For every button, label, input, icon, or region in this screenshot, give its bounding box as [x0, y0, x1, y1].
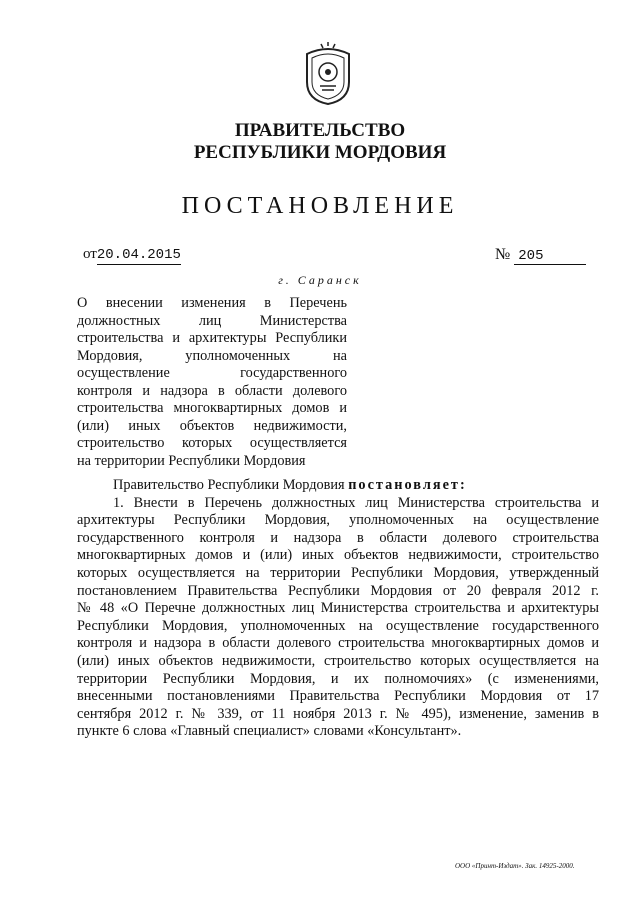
- document-type: ПОСТАНОВЛЕНИЕ: [181, 193, 459, 219]
- city: г. Саранск: [278, 273, 362, 287]
- title-line: строительства многоквартирных домов и: [77, 400, 347, 416]
- preamble: [77, 477, 599, 495]
- title-line: О внесении изменения в Перечень: [77, 295, 347, 311]
- body-line: сентября 2012 г. № 339, от 11 ноября 2013 г. № 495), изменение, заменив в: [77, 705, 599, 722]
- preamble-verb: постановляет:: [348, 477, 467, 493]
- government-title-line1: ПРАВИТЕЛЬСТВО: [234, 120, 406, 141]
- title-line: Мордовия, уполномоченных на: [77, 347, 347, 364]
- number-prefix: №: [495, 246, 511, 263]
- date-prefix: от: [83, 246, 97, 262]
- title-line: строительство которых осуществляется: [77, 435, 347, 451]
- body-line: контроля и надзора в области долевого строительства многоквартирных домов и: [77, 635, 599, 652]
- body-line: которых осуществляется на территории Республики Мордовия, утвержденный: [77, 564, 599, 581]
- body-line: 1. Внести в Перечень должностных лиц Министерства строительства и: [113, 494, 599, 511]
- preamble-text: Правительство Республики Мордовия: [113, 477, 345, 493]
- body-line: постановлением Правительства Республики Мордовия от 20 февраля 2012 г.: [77, 582, 599, 599]
- body-line: территории Республики Мордовия, и их полномочиях» (с изменениями,: [77, 670, 599, 687]
- title-line: строительства и архитектуры Республики: [77, 330, 347, 346]
- body-line: пункте 6 слова «Главный специалист» словами «Консультант».: [77, 723, 462, 740]
- coat-of-arms-icon: [301, 42, 355, 106]
- title-line: должностных лиц Министерства: [77, 312, 347, 329]
- document-date: [83, 246, 181, 263]
- title-line: контроля и надзора в области долевого: [77, 382, 347, 399]
- date-value: 20.04.2015: [96, 247, 181, 263]
- body-line: (или) иных объектов недвижимости, строительство которых осуществляется на: [77, 652, 599, 669]
- document-title: [77, 295, 347, 470]
- title-line: на территории Республики Мордовия: [77, 452, 306, 469]
- document-number: [495, 246, 586, 265]
- title-line: (или) иных объектов недвижимости,: [77, 417, 347, 434]
- printer-imprint: ООО «Принт-Издат». Зак. 14925-2000.: [455, 862, 575, 870]
- body-line: внесенными постановлениями Правительства Республики Мордовия от 17: [77, 688, 599, 705]
- body-line: № 48 «О Перечне должностных лиц Министерства строительства и архитектуры: [77, 600, 599, 617]
- title-line: осуществление государственного: [77, 365, 347, 381]
- number-value: 205: [514, 248, 586, 265]
- body-line: государственного контроля и надзора в области долевого строительства: [77, 529, 599, 546]
- document-body: [77, 477, 599, 741]
- government-title-line2: РЕСПУБЛИКИ МОРДОВИЯ: [193, 142, 447, 163]
- body-line: Республики Мордовия, уполномоченных на осуществление государственного: [77, 617, 599, 634]
- body-line: многоквартирных домов и (или) иных объектов недвижимости, строительство: [77, 547, 599, 564]
- body-line: архитектуры Республики Мордовия, уполномоченных на осуществление: [77, 512, 599, 529]
